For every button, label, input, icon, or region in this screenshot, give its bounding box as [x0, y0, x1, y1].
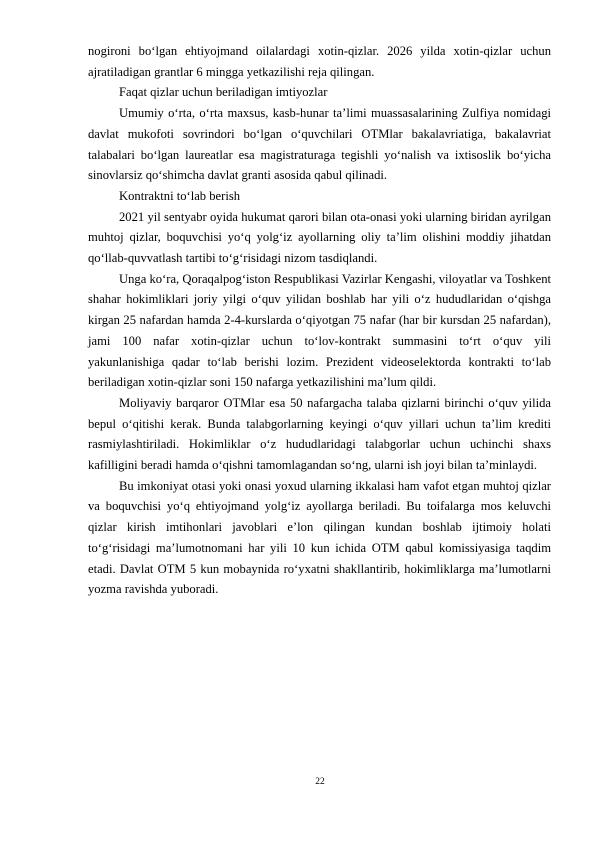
heading-girls-privileges: Faqat qizlar uchun beriladigan imtiyozlar [119, 85, 328, 100]
page-number: 22 [315, 777, 325, 787]
paragraph-eligibility: Bu imkoniyat otasi yoki onasi yoxud ularning ikkalasi ham vafot etgan muhtoj qizlar va boquvchisi yo‘q ehtiyojmand yolg‘iz ayollarga beriladi. Bu toifalarga mos keluvchi qizlar kirish imtihonlari javoblari e’lon qilingan kundan boshlab ijtimoiy holati to‘g‘risidagi ma’lumotnomani har yili 10 kun ichida OTM qabul komissiyasiga taqdim etadi. Davlat OTM 5 kun mobaynida ro‘yxatni shakllantirib, hokimliklarga ma’lumotlarni yozma ravishda yuboradi. [88, 478, 551, 597]
paragraph-grants-continuation: nogironi bo‘lgan ehtiyojmand oilalardagi xotin-qizlar. 2026 yilda xotin-qizlar uchun ajratiladigan grantlar 6 mingga yetkazilishi reja qilingan. [88, 44, 551, 79]
heading-contract-payment: Kontraktni to‘lab berish [119, 188, 241, 203]
paragraph-zulfiya-award: Umumiy o‘rta, o‘rta maxsus, kasb-hunar ta’limi muassasalarining Zulfiya nomidagi davlat mukofoti sovrindori bo‘lgan o‘quvchilari OTMlar bakalavriatiga, bakalavriat talabalari bo‘lgan laureatlar esa magistraturaga tegishli yo‘nalish va ixtisoslik bo‘yicha sinovlarsiz qo‘shimcha davlat granti asosida qabul qilinadi. [88, 106, 551, 183]
document-page [88, 41, 551, 600]
paragraph-regional-quota: Unga ko‘ra, Qoraqalpog‘iston Respublikasi Vazirlar Kengashi, viloyatlar va Toshkent shahar hokimliklari joriy yilgi o‘quv yilidan boshlab har yili o‘z hududlaridan o‘qishga kirgan 25 nafardan hamda 2-4-kurslarda o‘qiyotgan 75 nafar (har bir kursdan 25 nafardan), jami 100 nafar xotin-qizlar uchun to‘lov-kontrakt summasini to‘rt o‘quv yili yakunlanishiga qadar to‘lab berishi lozim. Prezident videoselektorda kontrakti to‘lab beriladigan xotin-qizlar soni 150 nafarga yetkazilishini ma’lum qildi. [88, 271, 551, 390]
paragraph-financially-stable-universities: Moliyaviy barqaror OTMlar esa 50 nafargacha talaba qizlarni birinchi o‘quv yilida bepul o‘qitishi kerak. Bunda talabgorlarning keyingi o‘quv yillari uchun ta’lim krediti rasmiylashtiriladi. Hokimliklar o‘z hududlaridagi talabgorlar uchun uchinchi shaxs kafilligini beradi hamda o‘qishni tamomlagandan so‘ng, ularni ish joyi bilan ta’minlaydi. [88, 395, 551, 473]
paragraph-government-decree: 2021 yil sentyabr oyida hukumat qarori bilan ota-onasi yoki ularning biridan ayrilgan muhtoj qizlar, boquvchisi yo‘q yolg‘iz ayollarning oliy ta’lim olishini moddiy jihatdan qo‘llab-quvvatlash tartibi to‘g‘risidagi nizom tasdiqlandi. [88, 209, 551, 266]
